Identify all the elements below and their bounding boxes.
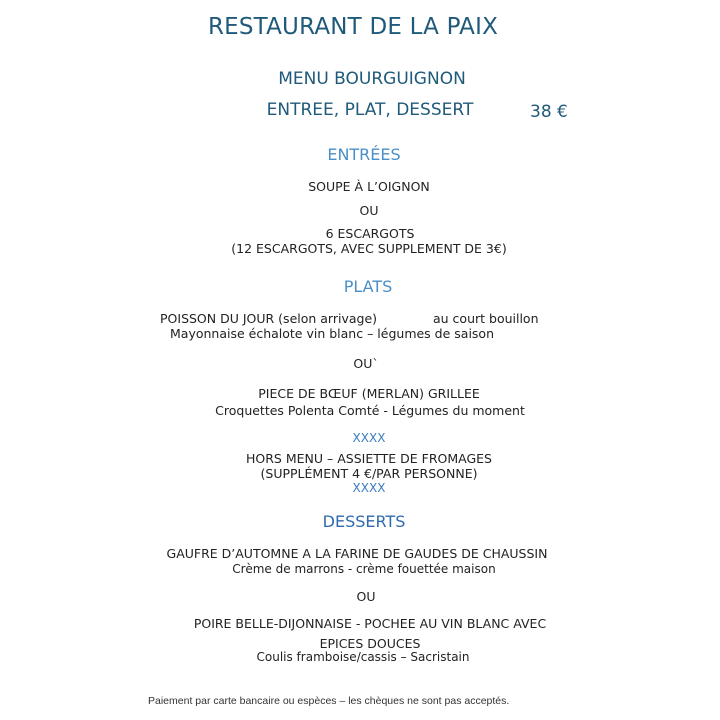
plat-hors-menu-note: (SUPPLÉMENT 4 €/PAR PERSONNE) [260,466,478,481]
entree-item-soup: SOUPE À L’OIGNON [308,179,430,194]
plat-item-fish-cooking: au court bouillon [433,311,539,326]
menu-name: MENU BOURGUIGNON [278,69,466,89]
plat-item-beef: PIECE DE BŒUF (MERLAN) GRILLEE [258,386,480,401]
menu-formula: ENTREE, PLAT, DESSERT [266,100,474,120]
plat-hors-menu: HORS MENU – ASSIETTE DE FROMAGES [246,451,492,466]
menu-price: 38 € [530,102,568,122]
payment-note: Paiement par carte bancaire ou espèces – les chèques ne sont pas acceptés. [148,695,510,707]
dessert-item-poire: POIRE BELLE-DIJONNAISE - POCHEE AU VIN BLANC AVEC [193,616,547,631]
section-heading-entrees: ENTRÉES [327,145,401,164]
plat-or: OU` [353,356,379,371]
entree-or: OU [359,203,379,218]
plat-separator-top: XXXX [352,431,386,445]
plat-item-fish: POISSON DU JOUR (selon arrivage) [160,311,378,326]
dessert-or: OU [356,589,376,604]
dessert-item-poire-desc: Coulis framboise/cassis – Sacristain [256,650,470,664]
section-heading-plats: PLATS [343,277,393,296]
plat-separator-bottom: XXXX [352,481,386,495]
section-heading-desserts: DESSERTS [322,512,406,531]
plat-item-fish-desc: Mayonnaise échalote vin blanc – légumes de saison [170,326,494,341]
dessert-item-poire-line2: EPICES DOUCES [319,636,421,651]
plat-item-beef-desc: Croquettes Polenta Comté - Légumes du moment [215,403,525,418]
restaurant-title: RESTAURANT DE LA PAIX [207,14,499,40]
dessert-item-gaufre: GAUFRE D’AUTOMNE A LA FARINE DE GAUDES DE CHAUSSIN [166,546,548,561]
dessert-item-gaufre-desc: Crème de marrons - crème fouettée maison [232,562,496,576]
entree-item-escargots-note: (12 ESCARGOTS, AVEC SUPPLEMENT DE 3€) [231,241,507,256]
entree-item-escargots: 6 ESCARGOTS [325,226,415,241]
